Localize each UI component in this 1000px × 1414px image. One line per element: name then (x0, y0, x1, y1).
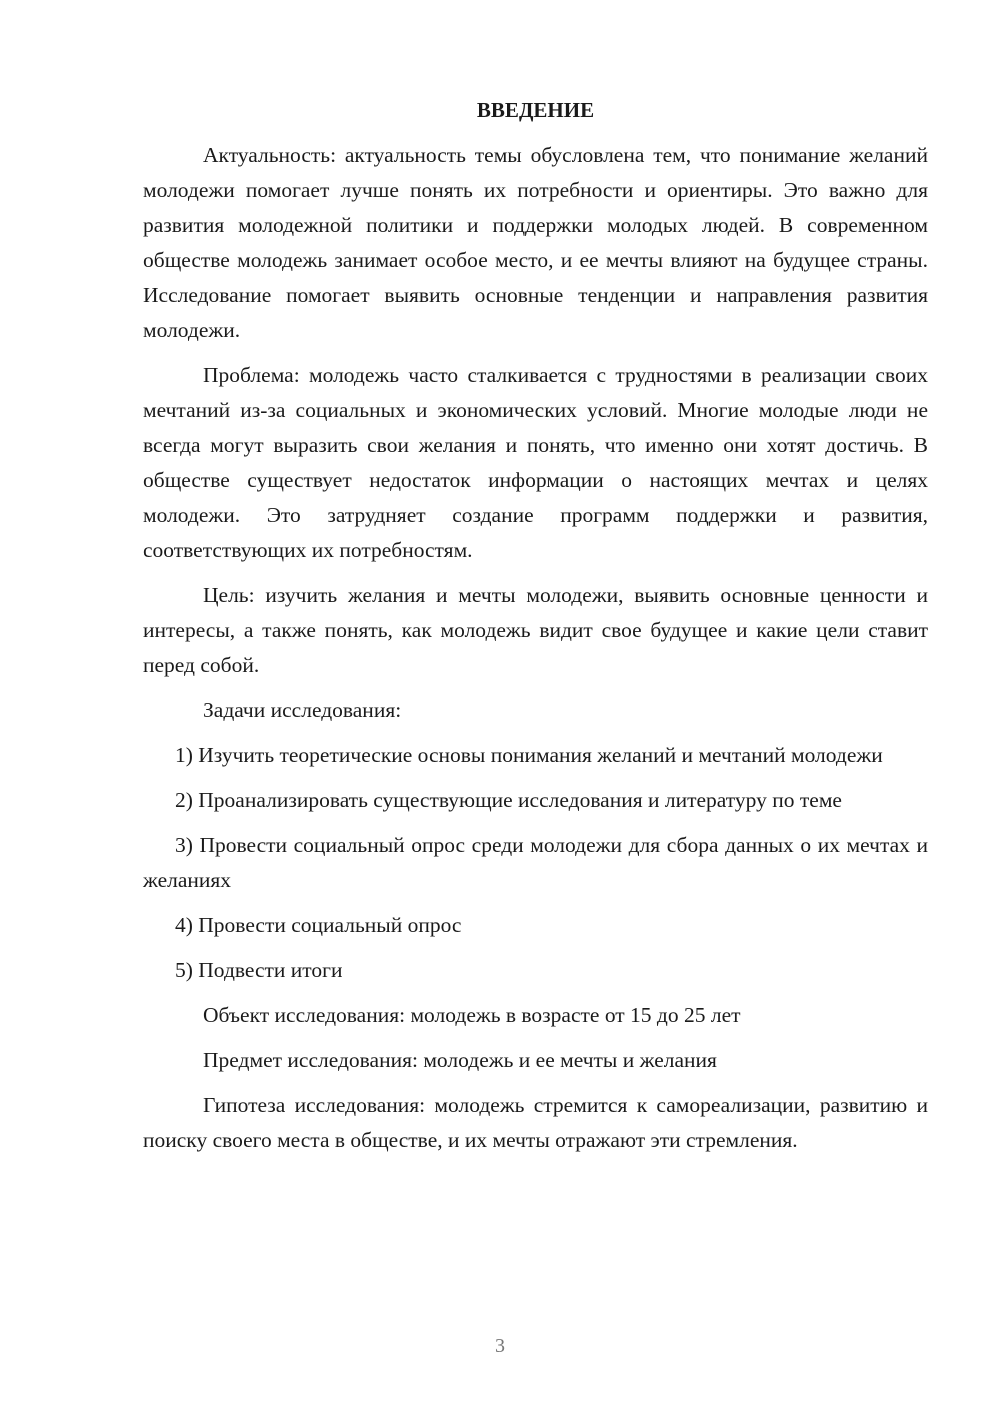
relevance-paragraph: Актуальность: актуальность темы обусловлена тем, что понимание желаний молодежи помогает лучше понять их потребности и ориентиры. Это важно для развития молодежной политики и поддержки молодых людей. В современном обществе молодежь занимает особое место, и ее мечты влияют на будущее страны. Исследование помогает выявить основные тенденции и направления развития молодежи. (143, 143, 928, 342)
research-subject: Предмет исследования: молодежь и ее мечты и желания (203, 1048, 717, 1072)
hypothesis-paragraph: Гипотеза исследования: молодежь стремится к самореализации, развитию и поиску своего места в обществе, и их мечты отражают эти стремления. (143, 1093, 928, 1152)
research-object: Объект исследования: молодежь в возрасте от 15 до 25 лет (203, 1003, 741, 1027)
page-content (143, 93, 928, 1168)
goal-paragraph: Цель: изучить желания и мечты молодежи, выявить основные ценности и интересы, а также понять, как молодежь видит свое будущее и какие цели ставит перед собой. (143, 583, 928, 677)
task-item: 2) Проанализировать существующие исследования и литературу по теме (175, 788, 842, 812)
page-number: 3 (495, 1335, 505, 1357)
problem-paragraph: Проблема: молодежь часто сталкивается с трудностями в реализации своих мечтаний из-за социальных и экономических условий. Многие молодые люди не всегда могут выразить свои желания и понять, что именно они хотят достичь. В обществе существует недостаток информации о настоящих мечтах и целях молодежи. Это затрудняет создание программ поддержки и развития, соответствующих их потребностям. (143, 363, 928, 562)
task-item: 1) Изучить теоретические основы понимания желаний и мечтаний молодежи (175, 743, 883, 767)
page-title: ВВЕДЕНИЕ (476, 98, 595, 122)
task-item: 4) Провести социальный опрос (175, 913, 462, 937)
tasks-list (143, 738, 928, 988)
tasks-heading: Задачи исследования: (203, 698, 402, 722)
task-item: 5) Подвести итоги (175, 958, 343, 982)
task-item: 3) Провести социальный опрос среди молодежи для сбора данных о их мечтах и желаниях (143, 833, 928, 892)
